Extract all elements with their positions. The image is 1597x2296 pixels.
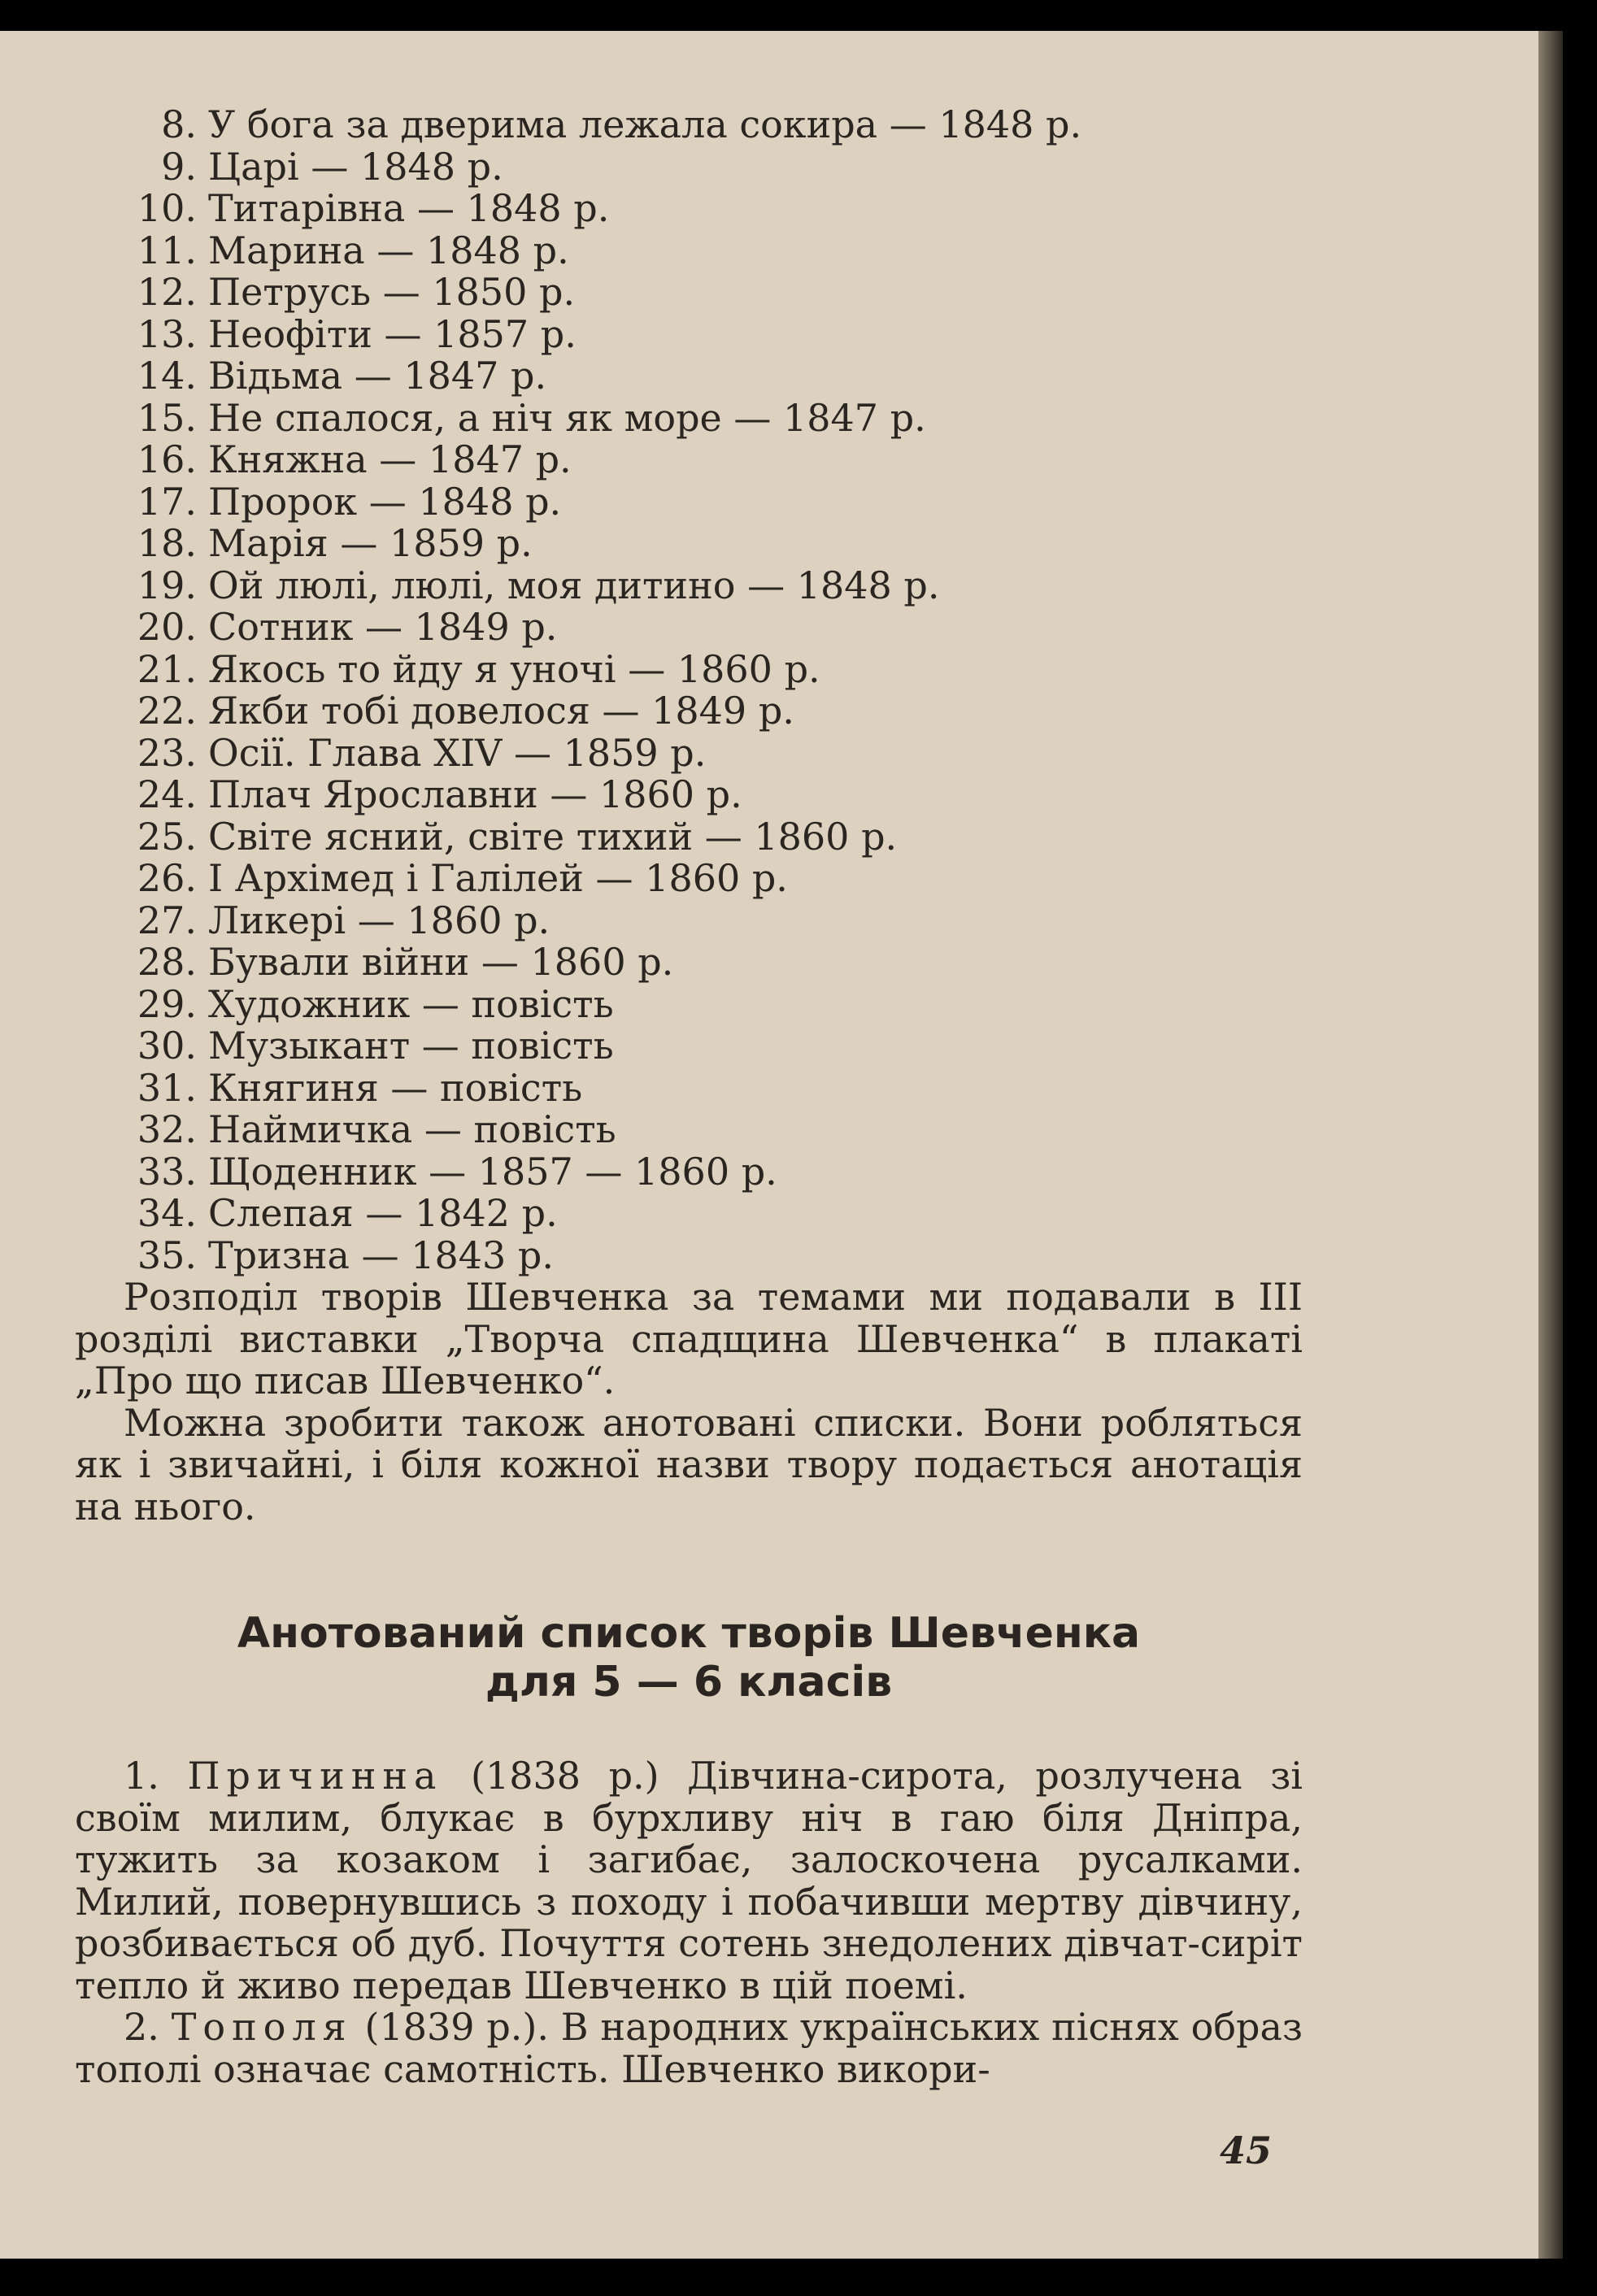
- list-item: [75, 565, 1303, 607]
- entry-2-title: Тополя: [171, 2005, 353, 2049]
- list-item-number: 19.: [137, 563, 197, 607]
- list-item: [75, 481, 1303, 524]
- list-item: [75, 607, 1303, 649]
- list-item-number: 13.: [137, 311, 197, 356]
- list-item-number: 25.: [137, 814, 197, 859]
- list-item-number: 16.: [137, 437, 197, 481]
- list-item: [75, 146, 1303, 189]
- list-item-title: Якось то йду я уночі — 1860 р.: [208, 646, 820, 691]
- paragraph-annotated-lists: Можна зробити також анотовані списки. Вони робляться як і звичайні, і біля кожної назви твору подається анотація на нього.: [75, 1400, 1303, 1528]
- list-item-title: Пророк — 1848 р.: [208, 479, 562, 524]
- list-item: [75, 104, 1303, 146]
- list-item-title: Відьма — 1847 р.: [208, 354, 547, 398]
- list-item-number: 9.: [161, 144, 197, 189]
- list-item-number: 29.: [137, 981, 197, 1026]
- list-item-title: Осії. Глава XIV — 1859 р.: [208, 730, 707, 775]
- list-item-number: 30.: [137, 1024, 197, 1068]
- list-item-title: Тризна — 1843 р.: [208, 1233, 554, 1277]
- list-item-title: Щоденник — 1857 — 1860 р.: [208, 1149, 777, 1194]
- list-item: [75, 1193, 1303, 1235]
- list-item: [75, 311, 1303, 356]
- list-item-title: І Архімед і Галілей — 1860 р.: [208, 856, 788, 900]
- list-item-number: 20.: [137, 605, 197, 649]
- list-item-number: 14.: [137, 354, 197, 398]
- list-item-number: 34.: [137, 1191, 197, 1235]
- list-item-title: Марія — 1859 р.: [208, 521, 533, 565]
- entry-1-title: Причинна: [187, 1754, 443, 1798]
- page-number: 45: [1219, 2129, 1272, 2172]
- paragraph-distribution: Розподіл творів Шевченка за темами ми подавали в ІІІ розділі виставки „Творча спадщина Шевченка“ в плакаті „Про що писав Шевченко“.: [75, 1275, 1303, 1402]
- list-item: [75, 941, 1303, 984]
- list-item: [75, 1065, 1303, 1110]
- section-heading-line-1: Анотований список творів Шевченка: [237, 1609, 1141, 1658]
- list-item-number: 35.: [137, 1233, 197, 1277]
- list-item-title: Якби тобі довелося — 1849 р.: [208, 689, 794, 733]
- book-spine: [1538, 31, 1563, 2259]
- list-item: [75, 188, 1303, 230]
- list-item-number: 28.: [137, 940, 197, 984]
- list-item-title: Петрусь — 1850 р.: [208, 270, 576, 314]
- list-item-title: Ой люлі, люлі, моя дитино — 1848 р.: [208, 563, 940, 607]
- list-item-number: 23.: [137, 730, 197, 775]
- list-item-number: 18.: [137, 521, 197, 565]
- list-item-number: 26.: [137, 856, 197, 900]
- list-item: [75, 355, 1303, 398]
- list-item: [75, 439, 1303, 481]
- list-item: [75, 395, 1303, 440]
- list-item-number: 24.: [137, 772, 197, 816]
- entry-1-text: (1838 р.) Дівчина-сирота, розлучена зі своїм милим, блукає в бурхливу ніч в гаю біля Дніпра, тужить за козаком і загибає, залоскочена русалками. Милий, повернувшись з походу і побачивши мертву дівчину, розбивається об дуб. Почуття сотень знедолених дівчат-сиріт тепло й живо передав Шевченко в цій поемі.: [75, 1754, 1303, 2007]
- list-item: [75, 816, 1303, 859]
- list-item-number: 15.: [137, 395, 197, 440]
- section-heading: [75, 1609, 1303, 1707]
- list-item-title: Наймичка — повість: [208, 1107, 616, 1151]
- list-item-title: Княжна — 1847 р.: [208, 437, 572, 481]
- list-item-title: Титарівна — 1848 р.: [208, 186, 610, 230]
- list-item-title: Плач Ярославни — 1860 р.: [208, 772, 742, 816]
- list-item: [75, 730, 1303, 775]
- list-item-number: 12.: [137, 270, 197, 314]
- list-item: [75, 523, 1303, 565]
- list-item-title: Сотник — 1849 р.: [208, 605, 558, 649]
- list-item-number: 31.: [137, 1065, 197, 1110]
- annotation-entry-1: [75, 1755, 1303, 2007]
- list-item: [75, 1235, 1303, 1277]
- list-item-number: 10.: [137, 186, 197, 230]
- list-item: [75, 1151, 1303, 1194]
- list-item-title: Неофіти — 1857 р.: [208, 311, 577, 356]
- entry-1-number: 1.: [124, 1754, 159, 1798]
- list-item: [75, 900, 1303, 942]
- list-item-title: Не спалося, а ніч як море — 1847 р.: [208, 395, 926, 440]
- list-item: [75, 646, 1303, 691]
- list-item-number: 11.: [137, 228, 197, 272]
- list-item: [75, 1109, 1303, 1151]
- list-item-number: 21.: [137, 646, 197, 691]
- list-item: [75, 690, 1303, 733]
- list-item-title: Художник — повість: [208, 981, 614, 1026]
- list-item-number: 27.: [137, 898, 197, 942]
- list-item-title: Музыкант — повість: [208, 1024, 614, 1068]
- list-item-title: Царі — 1848 р.: [208, 144, 503, 189]
- list-item: [75, 858, 1303, 900]
- list-item-number: 32.: [137, 1107, 197, 1151]
- list-item-number: 8.: [161, 102, 197, 146]
- list-item-title: Ликері — 1860 р.: [208, 898, 550, 942]
- page-content: [75, 104, 1303, 2090]
- list-item: [75, 230, 1303, 272]
- list-item-title: Бували війни — 1860 р.: [208, 940, 674, 984]
- list-item: [75, 1025, 1303, 1068]
- entry-2-number: 2.: [124, 2005, 159, 2049]
- annotation-entry-2: [75, 2007, 1303, 2090]
- list-item: [75, 774, 1303, 816]
- list-item-title: Світе ясний, світе тихий — 1860 р.: [208, 814, 898, 859]
- list-item-number: 22.: [137, 689, 197, 733]
- section-heading-line-2: для 5 — 6 класів: [485, 1658, 893, 1707]
- list-item-title: Слепая — 1842 р.: [208, 1191, 558, 1235]
- list-item-title: У бога за дверима лежала сокира — 1848 р.: [208, 102, 1082, 146]
- works-list: [75, 104, 1303, 1276]
- list-item: [75, 981, 1303, 1026]
- entry-2-text: (1839 р.). В народних українських піснях образ тополі означає самотність. Шевченко викори-: [75, 2005, 1303, 2091]
- list-item: [75, 272, 1303, 314]
- list-item-title: Княгиня — повість: [208, 1065, 583, 1110]
- list-item-number: 17.: [137, 479, 197, 524]
- list-item-number: 33.: [137, 1149, 197, 1194]
- list-item-title: Марина — 1848 р.: [208, 228, 569, 272]
